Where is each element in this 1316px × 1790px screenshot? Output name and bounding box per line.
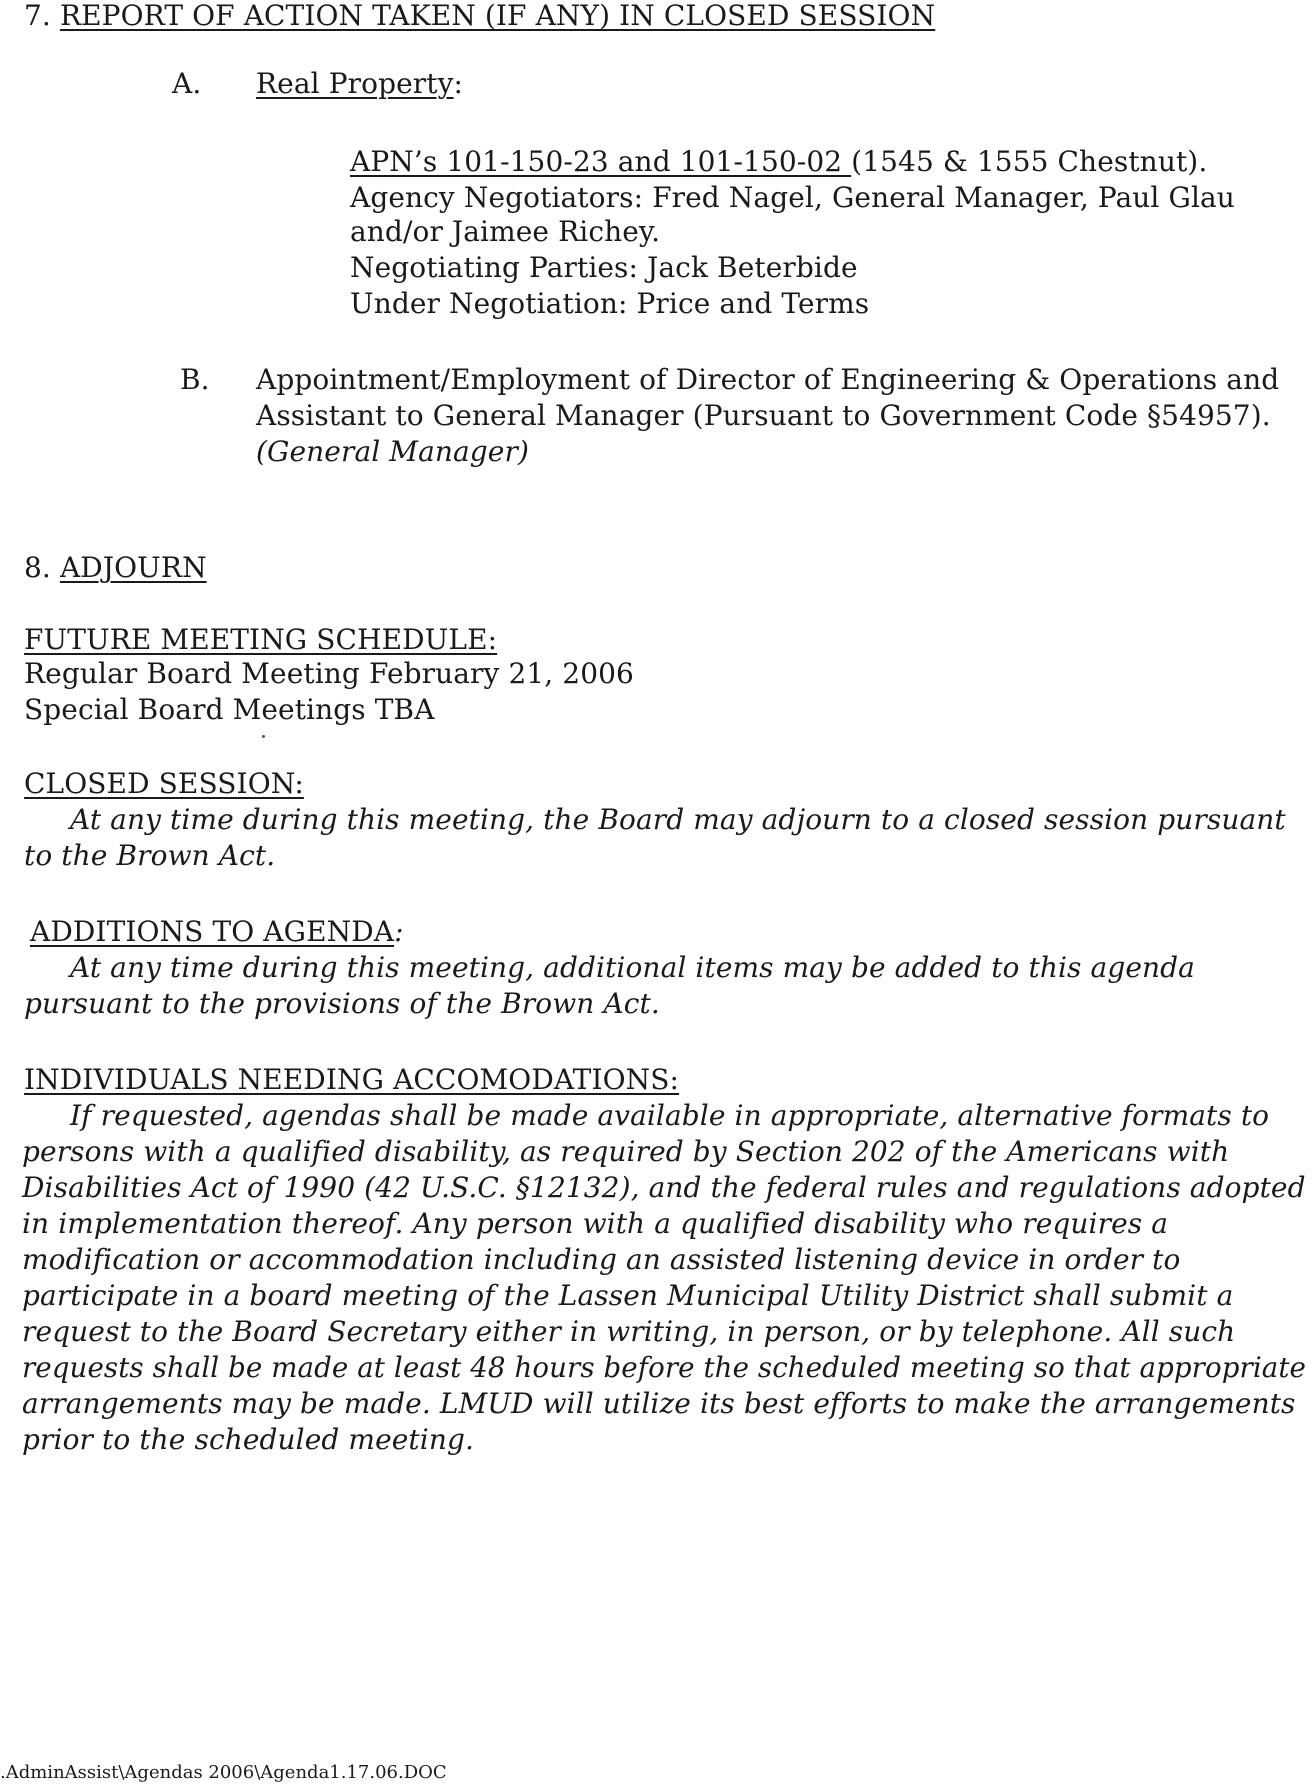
closed-session-heading: CLOSED SESSION: <box>24 767 304 800</box>
apn-line <box>350 144 1207 180</box>
accommodations-line: modification or accommodation including an assisted listening device in order to <box>22 1243 1181 1276</box>
negotiating-parties: Negotiating Parties: Jack Beterbide <box>350 251 858 284</box>
accommodations-line: arrangements may be made. LMUD will utilize its best efforts to make the arrangements <box>22 1387 1296 1420</box>
accommodations-line: participate in a board meeting of the Lassen Municipal Utility District shall submit a <box>22 1279 1234 1312</box>
accommodations-line: prior to the scheduled meeting. <box>22 1423 474 1456</box>
item-a-letter: A. <box>172 67 202 100</box>
section-8-number: 8. <box>24 551 51 584</box>
item-a-heading-colon: : <box>453 67 464 100</box>
item-b-line-3: (General Manager) <box>256 435 529 468</box>
item-b-line-1: Appointment/Employment of Director of Engineering & Operations and <box>256 363 1280 396</box>
accommodations-line: Disabilities Act of 1990 (42 U.S.C. §12132), and the federal rules and regulations adopted <box>22 1171 1306 1204</box>
additions-heading <box>30 914 404 950</box>
under-negotiation: Under Negotiation: Price and Terms <box>350 287 870 320</box>
item-a-heading <box>256 66 463 102</box>
additions-heading-colon: : <box>394 915 404 948</box>
accommodations-heading: INDIVIDUALS NEEDING ACCOMODATIONS: <box>24 1063 680 1096</box>
closed-session-line-2: to the Brown Act. <box>24 839 276 872</box>
section-8-title: ADJOURN <box>59 551 207 584</box>
negotiators-line-2: and/or Jaimee Richey. <box>350 215 661 248</box>
closed-session-line-1: At any time during this meeting, the Board may adjourn to a closed session pursuant <box>70 803 1286 836</box>
accommodations-line: requests shall be made at least 48 hours before the scheduled meeting so that appropriate <box>22 1351 1307 1384</box>
future-meeting-heading: FUTURE MEETING SCHEDULE: <box>24 623 498 656</box>
section-7-number: 7. <box>24 0 51 32</box>
accommodations-line: request to the Board Secretary either in writing, in person, or by telephone. All such <box>22 1315 1236 1348</box>
accommodations-line: persons with a qualified disability, as required by Section 202 of the Americans with <box>22 1135 1230 1168</box>
accommodations-line: If requested, agendas shall be made available in appropriate, alternative formats to <box>70 1099 1270 1132</box>
section-7-title: REPORT OF ACTION TAKEN (IF ANY) IN CLOSED SESSION <box>59 0 936 32</box>
additions-line-2: pursuant to the provisions of the Brown Act. <box>24 987 660 1020</box>
future-meeting-line-1: Regular Board Meeting February 21, 2006 <box>24 657 634 690</box>
section-7-heading <box>24 0 935 34</box>
accommodations-line: in implementation thereof. Any person with a qualified disability who requires a <box>22 1207 1169 1240</box>
section-8-heading <box>24 550 207 586</box>
future-meeting-line-2: Special Board Meetings TBA <box>24 693 435 726</box>
scan-speck <box>262 735 265 738</box>
additions-heading-text: ADDITIONS TO AGENDA <box>30 915 395 948</box>
item-b-letter: B. <box>180 363 210 396</box>
footer-file-path: .AdminAssist\Agendas 2006\Agenda1.17.06.DOC <box>0 1762 447 1783</box>
negotiators-line-1: Agency Negotiators: Fred Nagel, General Manager, Paul Glau <box>350 181 1235 214</box>
apn-numbers: APN’s 101-150-23 and 101-150-02 <box>350 145 852 178</box>
additions-line-1: At any time during this meeting, additional items may be added to this agenda <box>70 951 1195 984</box>
item-b-line-2: Assistant to General Manager (Pursuant to Government Code §54957). <box>256 399 1271 432</box>
item-a-heading-text: Real Property <box>256 67 454 100</box>
apn-address: (1545 & 1555 Chestnut). <box>851 145 1208 178</box>
